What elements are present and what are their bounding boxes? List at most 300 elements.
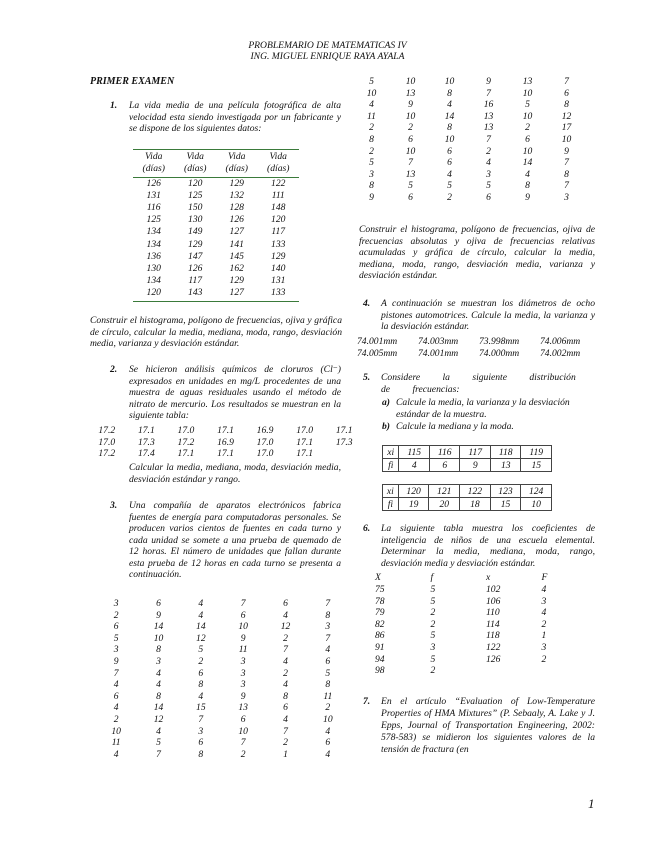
chloride-data-grid [87,425,364,460]
failures-value: 10 [522,145,533,157]
chloride-value: 17.3 [335,436,353,448]
fi-value: 10 [521,498,552,511]
problem-5-text: Considere la siguiente distribución de frecuencias: [381,372,576,395]
piston-diameter: 74.002mm [540,347,581,359]
failures-value: 4 [447,99,452,111]
table-1-subheader: (días) [267,163,290,175]
problem-7-number: 7. [363,696,371,707]
failures-value: 2 [283,737,288,749]
chloride-value: 17.1 [177,448,195,460]
failures-value: 9 [564,145,569,157]
failures-value: 7 [198,713,204,725]
fi-row [383,459,552,472]
iq-value: 3 [541,641,547,653]
table-1-row [133,239,299,251]
table-1-cell: 129 [271,250,286,262]
table-1-cell: 133 [271,238,286,250]
table-1-cell: 117 [271,226,286,238]
iq-header: X [375,572,381,583]
failures-value: 13 [405,168,416,180]
chloride-value: 17.0 [256,448,274,460]
failures-value: 6 [198,737,204,749]
iq-value: 2 [541,653,547,665]
failures-value: 2 [486,145,491,157]
chloride-value: 17.0 [98,436,116,448]
failures-value: 9 [240,632,246,644]
failures-value: 2 [369,145,374,157]
iq-value: 2 [430,665,436,677]
fi-value: 18 [460,498,491,511]
problem-1-number: 1. [110,100,118,111]
table-1-bottom-rule [133,301,299,302]
problem-3-number: 3. [110,500,118,511]
table-1-cell: 125 [146,214,161,226]
table-1-cell: 141 [229,238,244,250]
failures-value: 7 [240,737,246,749]
table-1-cell: 111 [271,190,285,202]
iq-header: F [541,572,548,583]
table-1-cell: 150 [188,202,203,214]
chloride-value: 17.0 [256,436,274,448]
failures-value: 4 [113,702,119,714]
fi-value: 4 [399,459,430,472]
failures-value: 5 [408,180,413,192]
table-1-cell: 122 [271,178,286,190]
problem-5b-label: b) [382,421,390,432]
failures-value: 4 [198,690,204,702]
failures-value: 9 [240,690,246,702]
table-1-cell: 117 [188,274,203,286]
failures-value: 3 [369,168,374,180]
xi-value: 116 [429,446,460,459]
failures-value: 14 [153,621,164,633]
failures-value: 8 [325,679,331,691]
table-1-header-row [133,151,299,163]
failures-value: 7 [408,157,413,169]
xi-value: 120 [398,485,429,498]
problem-5a-label: a) [382,397,390,408]
failures-value: 5 [369,157,374,169]
failures-value: 7 [283,725,288,737]
failures-value: 10 [153,632,164,644]
failures-value: 8 [369,180,374,192]
failures-value: 4 [283,655,288,667]
table-1-row [133,202,299,214]
failures-value: 3 [240,667,246,679]
failures-value: 9 [113,655,119,667]
table-1-row [133,226,299,238]
failures-value: 11 [367,110,376,122]
failures-value: 5 [447,180,452,192]
chloride-value: 17.2 [98,425,116,436]
iq-value: 4 [541,607,547,619]
xi-value: 123 [490,485,521,498]
header-line-2: ING. MIGUEL ENRIQUE RAYA AYALA [250,51,405,62]
failures-value: 7 [564,180,569,192]
failures-value: 14 [444,110,455,122]
iq-value: 5 [430,630,436,642]
failures-value: 4 [283,713,288,725]
iq-value: 110 [486,607,500,619]
failures-value: 7 [486,133,491,145]
header-line-1: PROBLEMARIO DE MATEMATICAS IV [248,40,407,51]
failures-value: 2 [325,702,331,714]
problem-6-number: 6. [363,523,371,534]
iq-value: 1 [541,630,547,642]
failures-value: 9 [369,191,374,203]
problem-1-text: La vida media de una película fotográfica de alta velocidad esta siendo investigada por un fabricante y se dispone de los siguientes datos: [129,100,341,134]
chloride-value: 17.1 [137,425,155,436]
table-1-cell: 131 [146,190,161,202]
failures-value: 4 [283,609,288,621]
table-1-cell: 120 [188,178,203,190]
failures-value: 7 [564,157,569,169]
table-1-cell: 125 [188,190,203,202]
table-1-cell: 148 [271,202,286,214]
table-1-row [133,190,299,202]
failures-value: 6 [113,621,119,633]
failures-value: 6 [325,737,331,749]
fi-value: fi [383,459,399,472]
xi-value: xi [383,485,399,498]
iq-value: 94 [375,653,385,665]
table-1-cell: 126 [229,214,244,226]
failures-value: 7 [325,632,331,644]
failures-value: 8 [564,168,569,180]
failures-value: 8 [156,644,161,656]
table-1-header: Vida [186,151,204,162]
failures-value: 3 [486,168,491,180]
failures-value: 3 [325,621,331,633]
failures-value: 3 [113,644,119,656]
failures-value: 4 [525,168,530,180]
table-1-cell: 134 [146,238,161,250]
table-1 [133,151,299,299]
failures-value: 2 [240,748,246,760]
failures-value: 8 [369,133,374,145]
table-1-cell: 128 [229,202,244,214]
table-1-cell: 126 [188,262,203,274]
failures-value: 13 [405,87,416,99]
failures-value: 6 [325,655,331,667]
failures-value: 2 [283,632,288,644]
fi-row [383,498,552,511]
table-1-header: Vida [228,151,246,162]
problem-5a-text: Calcule la media, la varianza y la desviación estándar de la muestra. [396,397,570,420]
failures-value: 7 [113,667,119,679]
iq-value: 122 [486,641,501,653]
table-1-cell: 127 [229,286,244,298]
iq-value: 78 [375,595,385,607]
iq-value: 2 [430,618,436,630]
failures-value: 2 [113,609,119,621]
failures-value: 8 [447,122,452,134]
problem-6-text: La siguiente tabla muestra los coeficientes de inteligencia de niños de una escuela elemental. Determinar la media, mediana, moda, rango, desviación media y desviación estándar. [381,523,595,569]
problem-5-number: 5. [363,372,371,383]
table-1-subheader-row [133,163,299,178]
table-1-cell: 134 [146,274,161,286]
failures-value: 6 [240,713,246,725]
failures-value: 10 [323,713,333,725]
iq-value: 2 [541,618,547,630]
chloride-value: 17.1 [296,448,314,460]
table-1-cell: 136 [146,250,161,262]
xi-value: 121 [429,485,460,498]
failures-value: 10 [561,133,572,145]
failures-value: 5 [325,667,331,679]
failures-value: 5 [156,737,161,749]
failures-value: 2 [447,191,452,203]
piston-diameter: 73.998mm [479,336,520,347]
failures-value: 10 [522,87,533,99]
failures-value: 6 [408,191,413,203]
failures-value: 8 [325,609,331,621]
problem-7-text: En el artículo “Evaluation of Low-Temperature Properties of HMA Mixtures” (P. Sebaaly, A. Lake y J. Epps, Journal of Transportation Engineering, 2002: 578-583) se midieron los siguientes valores de la tensión de fractura (en [381,696,595,755]
table-1-cell: 130 [146,262,161,274]
failures-value: 8 [156,690,161,702]
chloride-value: 17.4 [137,448,155,460]
failures-value: 6 [486,191,491,203]
failures-value: 6 [156,598,161,609]
table-1-header: Vida [269,151,287,162]
failures-value: 7 [240,598,246,609]
xi-value: xi [383,446,399,459]
table-1-cell: 129 [229,274,244,286]
table-1-cell: 140 [271,262,286,274]
failures-value: 6 [283,598,288,609]
failures-value: 6 [408,133,413,145]
iq-value: 3 [541,595,547,607]
failures-value: 5 [198,644,204,656]
iq-data-grid [375,584,597,677]
failures-value: 2 [525,122,530,134]
problem-2-number: 2. [110,364,118,375]
failures-value: 13 [483,122,494,134]
failures-value: 7 [325,598,331,609]
failures-value: 4 [325,644,331,656]
failures-value: 6 [447,145,452,157]
iq-value: 86 [375,630,385,642]
iq-value: 5 [430,653,436,665]
failures-value: 4 [369,99,374,111]
piston-diameter: 74.000mm [479,347,520,359]
table-1-cell: 120 [146,286,161,298]
problem-3-text: Una compañía de aparatos electrónicos fabrica fuentes de energía para computadoras personales. Se producen varios cientos de fuentes en cada turno y cada unidad se somete a una prueba de quemado de 12 horas. El número de unidades que fallan durante esta prueba de 12 horas en cada turno se presenta a continuación. [129,500,341,580]
fi-value: 9 [460,459,491,472]
failures-value: 13 [238,702,248,714]
failures-value: 10 [366,87,377,99]
failures-value: 11 [238,644,248,656]
table-1-subheader: (días) [184,163,207,175]
failures-value: 15 [196,702,206,714]
table-1-top-rule [133,149,299,150]
fi-value: 20 [429,498,460,511]
table-1-cell: 162 [229,262,244,274]
failures-value: 10 [405,76,416,87]
failures-value: 3 [240,655,246,667]
table-1-cell: 132 [229,190,244,202]
iq-value: 5 [430,584,436,595]
failures-value: 5 [486,180,491,192]
piston-diameter: 74.001mm [418,347,459,359]
failures-value: 13 [483,110,494,122]
failures-value: 1 [283,748,288,760]
failures-value: 12 [561,110,572,122]
table-1-cell: 133 [271,286,286,298]
failures-value: 8 [283,690,288,702]
table-1-row [133,178,299,190]
failures-value: 8 [564,99,569,111]
problem-4-number: 4. [363,298,371,309]
failures-value: 2 [369,122,374,134]
failures-value: 7 [283,644,288,656]
failures-value: 4 [447,168,452,180]
frequency-table-1 [382,445,552,472]
fi-value: fi [383,498,399,511]
failures-value: 10 [444,76,455,87]
chloride-value: 17.0 [296,425,314,436]
iq-value: 114 [486,618,500,630]
failures-value: 4 [113,748,119,760]
table-1-cell: 120 [271,214,286,226]
failures-value: 2 [113,713,119,725]
table-1-header: Vida [145,151,163,162]
failures-value: 10 [111,725,121,737]
chloride-value [324,448,364,460]
failures-value: 13 [522,76,533,87]
failures-data-grid-right [352,76,586,204]
table-1-cell: 145 [229,250,244,262]
xi-row [383,446,552,459]
table-1-row [133,275,299,287]
chloride-value: 17.1 [296,436,314,448]
failures-value: 3 [113,598,119,609]
failures-value: 7 [486,87,491,99]
piston-diameters-grid [357,336,601,359]
table-1-cell: 129 [188,238,203,250]
failures-value: 6 [198,667,204,679]
iq-value: 126 [486,653,501,665]
table-1-cell: 134 [146,226,161,238]
table-1-cell: 126 [146,178,161,190]
fi-value: 13 [490,459,521,472]
table-1-cell: 149 [188,226,203,238]
failures-value: 7 [156,748,161,760]
fi-value: 15 [521,459,552,472]
xi-value: 118 [490,446,521,459]
failures-value: 9 [525,191,530,203]
xi-value: 122 [460,485,491,498]
failures-value: 4 [198,598,204,609]
chloride-value: 16.9 [256,425,274,436]
table-1-cell: 143 [188,286,203,298]
failures-value: 6 [447,157,452,169]
fi-value: 19 [398,498,429,511]
xi-value: 115 [399,446,430,459]
failures-value: 6 [564,87,569,99]
iq-value: 5 [430,595,436,607]
xi-row [383,485,552,498]
failures-value: 5 [525,99,530,111]
problem-2-text: Se hicieron análisis químicos de cloruros (Cl⁻) expresados en unidades en mg/L procedentes de una muestra de aguas residuales usando el método de nitrato de mercurio. Los resultados se muestran en la siguiente tabla: [129,364,341,421]
failures-value: 8 [198,748,204,760]
failures-value: 4 [198,609,204,621]
failures-value: 10 [405,145,416,157]
problem-5b-text: Calcule la mediana y la moda. [396,421,514,432]
table-1-cell: 116 [146,202,161,214]
failures-value: 10 [444,133,455,145]
table-1-cell: 130 [188,214,203,226]
iq-value: 79 [375,607,385,619]
failures-value: 14 [196,621,206,633]
failures-value: 12 [280,621,291,633]
failures-value: 4 [156,679,161,691]
failures-value: 11 [323,690,333,702]
failures-value: 10 [405,110,416,122]
table-1-cell: 127 [229,226,244,238]
failures-value: 2 [283,667,288,679]
xi-value: 117 [460,446,491,459]
xi-value: 124 [521,485,552,498]
failures-value: 5 [113,632,119,644]
chloride-value: 17.1 [335,425,353,436]
failures-value: 3 [156,655,161,667]
problem-3-instruction: Construir el histograma, polígono de frecuencias, ojiva de frecuencias absolutas y ojiva de frecuencias relativas acumuladas y gráfica de círculo, calcular la media, mediana, moda, rango, desviación media, varianza y desviación estándar. [359,224,595,281]
page-number: 1 [588,796,595,811]
failures-value: 16 [483,99,494,111]
iq-value: 2 [430,607,436,619]
failures-value: 6 [525,133,530,145]
failures-value: 10 [238,621,248,633]
failures-value: 8 [525,180,530,192]
iq-header: x [486,572,491,583]
failures-value: 6 [240,609,246,621]
failures-value: 4 [283,679,288,691]
iq-value: 98 [375,665,385,677]
iq-value: 75 [375,584,385,595]
failures-value: 2 [198,655,204,667]
problem-2-instruction: Calcular la media, mediana, moda, desviación media, desviación estándar y rango. [129,462,341,485]
chloride-value: 17.2 [98,448,116,460]
section-title: PRIMER EXAMEN [90,76,175,87]
piston-diameter: 74.003mm [418,336,459,347]
failures-value: 3 [198,725,204,737]
failures-value: 4 [325,748,331,760]
iq-header-grid [375,572,597,584]
table-1-cell: 147 [188,250,203,262]
frequency-table-2 [382,484,552,511]
table-1-subheader: (días) [142,163,165,175]
iq-value [486,665,542,677]
failures-value: 12 [196,632,206,644]
table-1-subheader: (días) [225,163,248,175]
failures-value: 14 [522,157,533,169]
failures-value: 4 [325,725,331,737]
iq-value: 118 [486,630,500,642]
problem-4-text: A continuación se muestran los diámetros de ocho pistones automotrices. Calcule la media, la varianza y la desviación estándar. [381,298,595,332]
chloride-value: 17.0 [177,425,195,436]
chloride-value: 17.1 [217,425,234,436]
iq-value: 3 [430,641,436,653]
piston-diameter: 74.005mm [357,347,398,359]
failures-value: 11 [111,737,121,749]
chloride-value: 16.9 [217,436,234,448]
table-1-cell: 129 [229,178,244,190]
failures-data-grid-left [95,598,349,760]
chloride-value: 17.2 [177,436,195,448]
failures-value: 2 [408,122,413,134]
failures-value: 3 [564,191,569,203]
